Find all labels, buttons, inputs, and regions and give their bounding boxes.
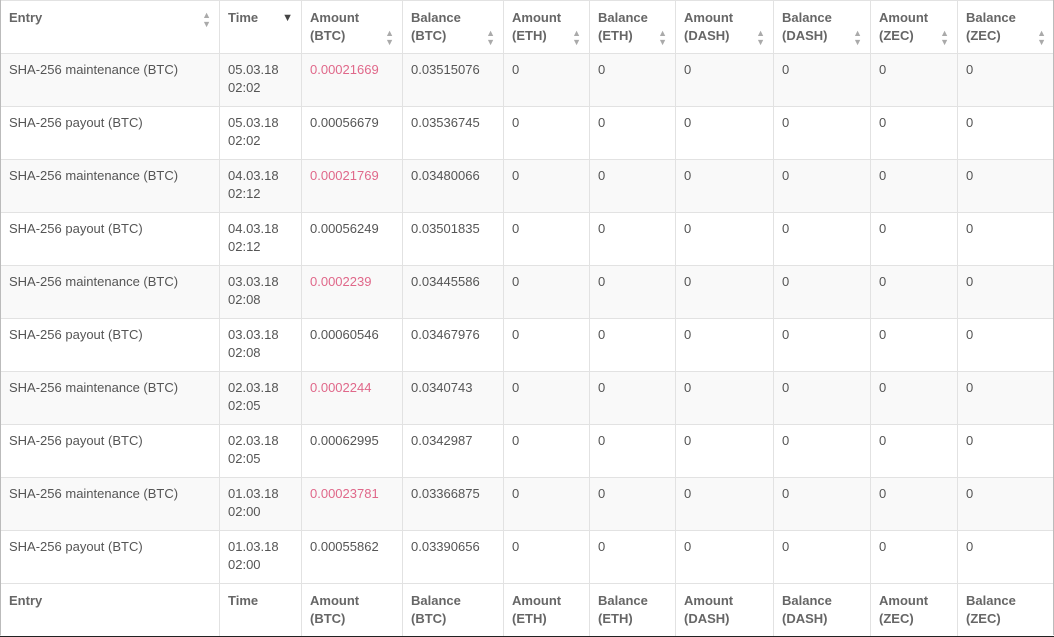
amount-dash-cell: 0 bbox=[676, 213, 774, 266]
column-header-balance-dash[interactable] bbox=[774, 1, 871, 54]
column-footer-label: Time bbox=[228, 593, 258, 608]
column-header-unit: (DASH) bbox=[782, 28, 828, 43]
column-footer-balance-btc bbox=[403, 584, 504, 637]
column-header-time[interactable] bbox=[220, 1, 302, 54]
sort-both-icon[interactable]: ▲ ▼ bbox=[658, 29, 667, 47]
column-footer-balance-dash bbox=[774, 584, 871, 637]
column-header-amount-eth[interactable] bbox=[504, 1, 590, 54]
time-value: 02:08 bbox=[228, 292, 261, 307]
column-header-label: Balance bbox=[782, 10, 832, 25]
balance-eth-cell: 0 bbox=[590, 213, 676, 266]
balance-zec-cell: 0 bbox=[958, 478, 1054, 531]
sort-both-icon[interactable]: ▲ ▼ bbox=[572, 29, 581, 47]
balance-btc-cell: 0.03515076 bbox=[403, 54, 504, 107]
time-value: 02:02 bbox=[228, 133, 261, 148]
table-body bbox=[1, 54, 1054, 584]
amount-zec-cell: 0 bbox=[871, 160, 958, 213]
entry-cell: SHA-256 payout (BTC) bbox=[1, 319, 220, 372]
amount-eth-cell: 0 bbox=[504, 372, 590, 425]
time-value: 02:12 bbox=[228, 239, 261, 254]
column-footer-unit: (ZEC) bbox=[879, 611, 914, 626]
balance-btc-cell: 0.0340743 bbox=[403, 372, 504, 425]
column-footer-balance-eth bbox=[590, 584, 676, 637]
amount-eth-cell: 0 bbox=[504, 160, 590, 213]
sort-both-icon[interactable]: ▲ ▼ bbox=[756, 29, 765, 47]
entry-cell: SHA-256 payout (BTC) bbox=[1, 425, 220, 478]
column-header-label: Balance bbox=[598, 10, 648, 25]
amount-dash-cell: 0 bbox=[676, 54, 774, 107]
amount-dash-cell: 0 bbox=[676, 160, 774, 213]
sort-desc-icon[interactable]: ▼ bbox=[282, 14, 293, 23]
time-value: 02:12 bbox=[228, 186, 261, 201]
balance-btc-cell: 0.03445586 bbox=[403, 266, 504, 319]
amount-zec-cell: 0 bbox=[871, 531, 958, 584]
balance-eth-cell: 0 bbox=[590, 425, 676, 478]
time-cell bbox=[220, 319, 302, 372]
balance-zec-cell: 0 bbox=[958, 54, 1054, 107]
column-header-label: Balance bbox=[966, 10, 1016, 25]
balance-eth-cell: 0 bbox=[590, 266, 676, 319]
time-cell bbox=[220, 531, 302, 584]
time-cell bbox=[220, 107, 302, 160]
amount-eth-cell: 0 bbox=[504, 531, 590, 584]
sort-both-icon[interactable]: ▲ ▼ bbox=[385, 29, 394, 47]
table-row bbox=[1, 478, 1054, 531]
balance-eth-cell: 0 bbox=[590, 107, 676, 160]
table-row bbox=[1, 531, 1054, 584]
balance-dash-cell: 0 bbox=[774, 54, 871, 107]
balance-btc-cell: 0.0342987 bbox=[403, 425, 504, 478]
amount-dash-cell: 0 bbox=[676, 478, 774, 531]
amount-eth-cell: 0 bbox=[504, 54, 590, 107]
amount-zec-cell: 0 bbox=[871, 266, 958, 319]
column-footer-label: Amount bbox=[684, 593, 733, 608]
time-cell bbox=[220, 425, 302, 478]
table-row bbox=[1, 372, 1054, 425]
table-row bbox=[1, 107, 1054, 160]
column-footer-label: Balance bbox=[782, 593, 832, 608]
amount-btc-cell: 0.00021669 bbox=[302, 54, 403, 107]
time-value: 02:08 bbox=[228, 345, 261, 360]
table-row bbox=[1, 319, 1054, 372]
table-row bbox=[1, 266, 1054, 319]
time-value: 02:05 bbox=[228, 398, 261, 413]
column-footer-amount-dash bbox=[676, 584, 774, 637]
column-header-label: Time bbox=[228, 10, 258, 25]
column-footer-entry bbox=[1, 584, 220, 637]
column-footer-unit: (ZEC) bbox=[966, 611, 1001, 626]
table-row bbox=[1, 54, 1054, 107]
column-header-label: Amount bbox=[684, 10, 733, 25]
column-header-amount-btc[interactable] bbox=[302, 1, 403, 54]
amount-eth-cell: 0 bbox=[504, 319, 590, 372]
column-header-amount-dash[interactable] bbox=[676, 1, 774, 54]
entry-cell: SHA-256 maintenance (BTC) bbox=[1, 372, 220, 425]
balance-dash-cell: 0 bbox=[774, 478, 871, 531]
entry-cell: SHA-256 maintenance (BTC) bbox=[1, 54, 220, 107]
amount-btc-cell: 0.00062995 bbox=[302, 425, 403, 478]
balance-eth-cell: 0 bbox=[590, 319, 676, 372]
balance-zec-cell: 0 bbox=[958, 531, 1054, 584]
column-footer-unit: (ETH) bbox=[512, 611, 547, 626]
column-footer-label: Amount bbox=[310, 593, 359, 608]
column-header-label: Balance bbox=[411, 10, 461, 25]
balance-btc-cell: 0.03501835 bbox=[403, 213, 504, 266]
column-footer-label: Amount bbox=[879, 593, 928, 608]
column-header-label: Amount bbox=[310, 10, 359, 25]
amount-btc-cell: 0.00056679 bbox=[302, 107, 403, 160]
time-value: 02:00 bbox=[228, 557, 261, 572]
balance-eth-cell: 0 bbox=[590, 531, 676, 584]
time-value: 02:02 bbox=[228, 80, 261, 95]
time-cell bbox=[220, 372, 302, 425]
amount-eth-cell: 0 bbox=[504, 478, 590, 531]
amount-zec-cell: 0 bbox=[871, 319, 958, 372]
amount-zec-cell: 0 bbox=[871, 478, 958, 531]
balance-eth-cell: 0 bbox=[590, 160, 676, 213]
balance-dash-cell: 0 bbox=[774, 372, 871, 425]
amount-eth-cell: 0 bbox=[504, 107, 590, 160]
column-footer-unit: (BTC) bbox=[310, 611, 345, 626]
column-header-unit: (BTC) bbox=[411, 28, 446, 43]
header-row bbox=[1, 1, 1054, 54]
amount-dash-cell: 0 bbox=[676, 372, 774, 425]
balance-eth-cell: 0 bbox=[590, 478, 676, 531]
time-cell bbox=[220, 266, 302, 319]
date-value: 04.03.18 bbox=[228, 221, 279, 236]
amount-btc-cell: 0.00023781 bbox=[302, 478, 403, 531]
amount-zec-cell: 0 bbox=[871, 107, 958, 160]
balance-dash-cell: 0 bbox=[774, 531, 871, 584]
table-footer bbox=[1, 584, 1054, 637]
balance-zec-cell: 0 bbox=[958, 266, 1054, 319]
entry-cell: SHA-256 maintenance (BTC) bbox=[1, 160, 220, 213]
column-footer-unit: (DASH) bbox=[782, 611, 828, 626]
amount-btc-cell: 0.00021769 bbox=[302, 160, 403, 213]
column-header-balance-btc[interactable] bbox=[403, 1, 504, 54]
column-footer-amount-btc bbox=[302, 584, 403, 637]
amount-btc-cell: 0.0002244 bbox=[302, 372, 403, 425]
column-footer-amount-zec bbox=[871, 584, 958, 637]
column-footer-unit: (ETH) bbox=[598, 611, 633, 626]
column-footer-label: Amount bbox=[512, 593, 561, 608]
balance-dash-cell: 0 bbox=[774, 160, 871, 213]
entry-cell: SHA-256 maintenance (BTC) bbox=[1, 266, 220, 319]
amount-zec-cell: 0 bbox=[871, 372, 958, 425]
sort-both-icon[interactable]: ▲ ▼ bbox=[486, 29, 495, 47]
amount-eth-cell: 0 bbox=[504, 266, 590, 319]
amount-btc-cell: 0.00060546 bbox=[302, 319, 403, 372]
column-header-label: Entry bbox=[9, 10, 42, 25]
sort-both-icon[interactable]: ▲ ▼ bbox=[853, 29, 862, 47]
table-row bbox=[1, 160, 1054, 213]
date-value: 03.03.18 bbox=[228, 327, 279, 342]
column-header-entry[interactable] bbox=[1, 1, 220, 54]
column-header-unit: (ETH) bbox=[512, 28, 547, 43]
amount-dash-cell: 0 bbox=[676, 319, 774, 372]
table-header bbox=[1, 1, 1054, 54]
column-header-unit: (DASH) bbox=[684, 28, 730, 43]
column-header-unit: (BTC) bbox=[310, 28, 345, 43]
time-cell bbox=[220, 213, 302, 266]
balance-zec-cell: 0 bbox=[958, 213, 1054, 266]
date-value: 04.03.18 bbox=[228, 168, 279, 183]
column-header-unit: (ETH) bbox=[598, 28, 633, 43]
date-value: 01.03.18 bbox=[228, 486, 279, 501]
date-value: 05.03.18 bbox=[228, 62, 279, 77]
date-value: 01.03.18 bbox=[228, 539, 279, 554]
balance-dash-cell: 0 bbox=[774, 107, 871, 160]
date-value: 02.03.18 bbox=[228, 433, 279, 448]
amount-dash-cell: 0 bbox=[676, 531, 774, 584]
balance-dash-cell: 0 bbox=[774, 425, 871, 478]
time-cell bbox=[220, 54, 302, 107]
column-header-label: Amount bbox=[512, 10, 561, 25]
amount-btc-cell: 0.00055862 bbox=[302, 531, 403, 584]
column-header-label: Amount bbox=[879, 10, 928, 25]
balance-eth-cell: 0 bbox=[590, 372, 676, 425]
amount-zec-cell: 0 bbox=[871, 54, 958, 107]
balance-dash-cell: 0 bbox=[774, 266, 871, 319]
entry-cell: SHA-256 payout (BTC) bbox=[1, 107, 220, 160]
column-header-unit: (ZEC) bbox=[966, 28, 1001, 43]
column-footer-label: Entry bbox=[9, 593, 42, 608]
column-footer-amount-eth bbox=[504, 584, 590, 637]
amount-dash-cell: 0 bbox=[676, 266, 774, 319]
amount-dash-cell: 0 bbox=[676, 107, 774, 160]
column-footer-balance-zec bbox=[958, 584, 1054, 637]
entry-cell: SHA-256 payout (BTC) bbox=[1, 213, 220, 266]
column-footer-label: Balance bbox=[966, 593, 1016, 608]
amount-zec-cell: 0 bbox=[871, 425, 958, 478]
column-header-amount-zec[interactable] bbox=[871, 1, 958, 54]
column-footer-unit: (DASH) bbox=[684, 611, 730, 626]
balance-zec-cell: 0 bbox=[958, 319, 1054, 372]
amount-eth-cell: 0 bbox=[504, 425, 590, 478]
date-value: 03.03.18 bbox=[228, 274, 279, 289]
balance-eth-cell: 0 bbox=[590, 54, 676, 107]
amount-eth-cell: 0 bbox=[504, 213, 590, 266]
time-cell bbox=[220, 160, 302, 213]
date-value: 02.03.18 bbox=[228, 380, 279, 395]
table-row bbox=[1, 213, 1054, 266]
column-footer-unit: (BTC) bbox=[411, 611, 446, 626]
balance-zec-cell: 0 bbox=[958, 372, 1054, 425]
sort-both-icon[interactable]: ▲ ▼ bbox=[202, 11, 211, 29]
time-value: 02:05 bbox=[228, 451, 261, 466]
amount-btc-cell: 0.0002239 bbox=[302, 266, 403, 319]
column-footer-label: Balance bbox=[598, 593, 648, 608]
sort-both-icon[interactable]: ▲ ▼ bbox=[940, 29, 949, 47]
table-row bbox=[1, 425, 1054, 478]
column-header-balance-eth[interactable] bbox=[590, 1, 676, 54]
balance-btc-cell: 0.03467976 bbox=[403, 319, 504, 372]
entry-cell: SHA-256 maintenance (BTC) bbox=[1, 478, 220, 531]
amount-zec-cell: 0 bbox=[871, 213, 958, 266]
balance-dash-cell: 0 bbox=[774, 213, 871, 266]
column-footer-time bbox=[220, 584, 302, 637]
entry-cell: SHA-256 payout (BTC) bbox=[1, 531, 220, 584]
footer-row bbox=[1, 584, 1054, 637]
amount-btc-cell: 0.00056249 bbox=[302, 213, 403, 266]
balance-dash-cell: 0 bbox=[774, 319, 871, 372]
time-cell bbox=[220, 478, 302, 531]
balance-zec-cell: 0 bbox=[958, 107, 1054, 160]
balance-btc-cell: 0.03536745 bbox=[403, 107, 504, 160]
sort-both-icon[interactable]: ▲ ▼ bbox=[1037, 29, 1046, 47]
balance-btc-cell: 0.03366875 bbox=[403, 478, 504, 531]
time-value: 02:00 bbox=[228, 504, 261, 519]
amount-dash-cell: 0 bbox=[676, 425, 774, 478]
column-header-balance-zec[interactable] bbox=[958, 1, 1054, 54]
date-value: 05.03.18 bbox=[228, 115, 279, 130]
column-header-unit: (ZEC) bbox=[879, 28, 914, 43]
balance-btc-cell: 0.03480066 bbox=[403, 160, 504, 213]
balance-zec-cell: 0 bbox=[958, 160, 1054, 213]
column-footer-label: Balance bbox=[411, 593, 461, 608]
balance-btc-cell: 0.03390656 bbox=[403, 531, 504, 584]
balance-zec-cell: 0 bbox=[958, 425, 1054, 478]
